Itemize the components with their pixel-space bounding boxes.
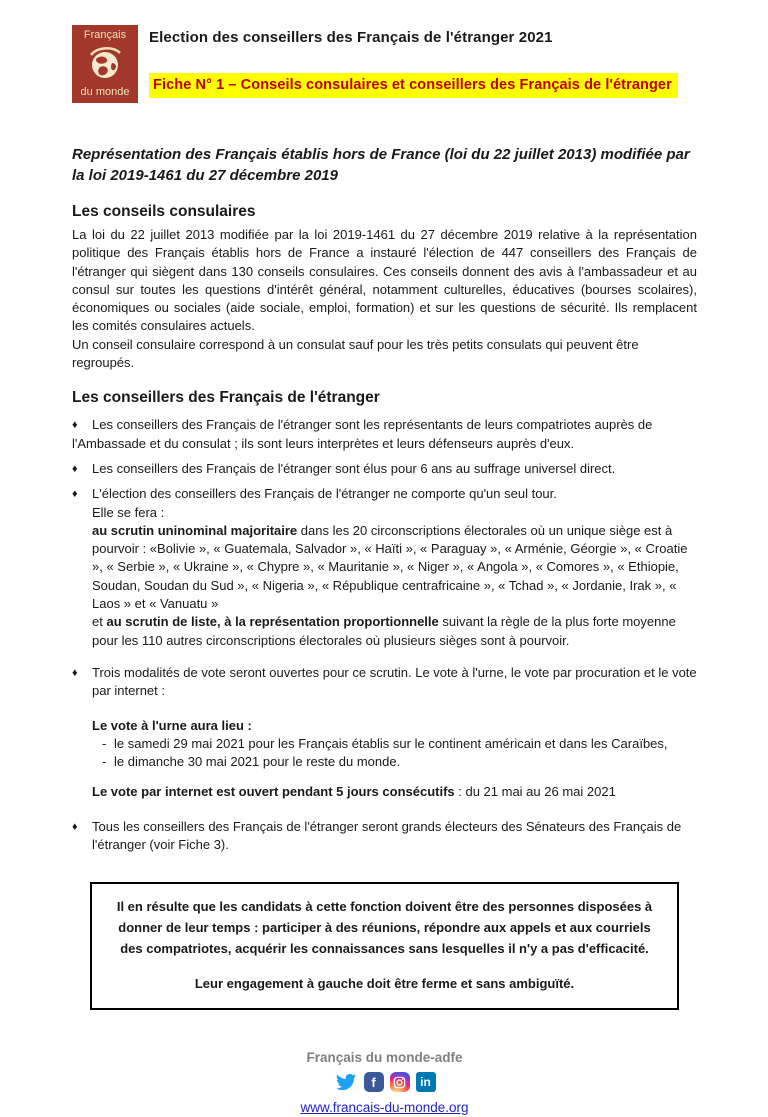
twitter-icon[interactable] [334, 1072, 358, 1092]
diamond-bullet-icon: ♦ [72, 419, 78, 432]
internet-vote-line [92, 783, 697, 801]
bullet-text: Trois modalités de vote seront ouvertes pour ce scrutin. Le vote à l'urne, le vote par procuration et le vote par internet : [92, 664, 697, 699]
note-paragraph-2: Leur engagement à gauche doit être ferme et sans ambiguïté. [194, 976, 575, 992]
scrutin-uninominal-bold: au scrutin uninominal majoritaire [92, 522, 298, 538]
note-paragraph-1: Il en résulte que les candidats à cette fonction doivent être des personnes disposées à donner de leur temps : participer à des réunions, répondre aux appels et aux courriels des compatriotes, acquérir les connaissances sans lesquelles il n'y a pas d'efficacité. [116, 899, 653, 957]
website-link[interactable]: www.francais-du-monde.org [300, 1100, 469, 1116]
diamond-bullet-icon: ♦ [72, 666, 78, 679]
section-heading-conseillers: Les conseillers des Français de l'étranger [72, 389, 380, 407]
diamond-bullet-icon: ♦ [72, 462, 78, 475]
scrutin-liste-prefix: et [92, 614, 107, 630]
urne-item-text: le samedi 29 mai 2021 pour les Français établis sur le continent américain et dans les Caraïbes, [114, 735, 668, 751]
social-icons-row [72, 1070, 697, 1094]
diamond-bullet-icon: ♦ [72, 820, 78, 833]
bullet-item-un-seul-tour [72, 485, 697, 503]
scrutin-liste-paragraph [92, 613, 697, 650]
diamond-bullet-icon: ♦ [72, 488, 78, 501]
law-subtitle: Représentation des Français établis hors de France (loi du 22 juillet 2013) modifiée par la loi 2019-1461 du 27 décembre 2019 [72, 146, 690, 184]
organization-name: Français du monde-adfe [306, 1050, 463, 1066]
internet-vote-bold: Le vote par internet est ouvert pendant 5 jours consécutifs [92, 784, 455, 800]
urne-item-text: le dimanche 30 mai 2021 pour le reste du monde. [114, 754, 401, 770]
dash-bullet: - [102, 754, 107, 770]
instagram-icon[interactable] [390, 1072, 410, 1092]
linkedin-icon[interactable]: in [416, 1072, 436, 1092]
logo-text-top: Français [83, 29, 127, 41]
logo-text-bottom: du monde [80, 86, 130, 98]
bullet-item-elus-6-ans [72, 460, 697, 478]
globe-icon [87, 45, 123, 84]
scrutin-liste-rest: suivant la règle de la plus forte moyenne pour les 110 autres circonscriptions électorales où plusieurs sièges sont à pourvoir. [92, 614, 676, 648]
document-title: Election des conseillers des Français de l'étranger 2021 [149, 29, 553, 46]
header-titles [149, 25, 697, 98]
bullet-text: Les conseillers des Français de l'étranger sont élus pour 6 ans au suffrage universel direct. [92, 460, 616, 476]
document-footer [72, 1050, 697, 1117]
bullet-text: Les conseillers des Français de l'étranger sont les représentants de leurs compatriotes auprès de l'Ambassade et du consulat ; ils sont leurs interprètes et leurs défenseurs auprès d'eux. [72, 417, 653, 451]
candidates-note-box [90, 882, 679, 1010]
conseils-paragraph: La loi du 22 juillet 2013 modifiée par la loi 2019-1461 du 27 décembre 2019 relative à la représentation politique des Français établis hors de France a instauré l'élection de 447 conseillers des Français de l'étranger qui siègent dans 130 conseils consulaires. Ces conseils donnent des avis à l'ambassadeur et au consul sur toutes les questions d'intérêt général, notamment culturelles, éducatives (bourses scolaires), économiques ou sociales (aide sociale, emploi, formation) et sur les questions de sécurité. Ils remplacent les comités consulaires actuels. [72, 227, 697, 334]
fiche-heading: Fiche N° 1 – Conseils consulaires et conseillers des Français de l'étranger [149, 73, 678, 98]
bullet-list [72, 416, 697, 854]
section-heading-conseils: Les conseils consulaires [72, 203, 256, 220]
urne-item-29-mai [102, 735, 697, 753]
scrutin-liste-bold: au scrutin de liste, à la représentation proportionnelle [106, 614, 439, 630]
bullet-item-grands-electeurs [72, 818, 697, 855]
bullet-text: Tous les conseillers des Français de l'étranger seront grands électeurs des Sénateurs des Français de l'étranger (voir Fiche 3). [92, 818, 682, 853]
bullet-text: L'élection des conseillers des Français de l'étranger ne comporte qu'un seul tour. [92, 486, 557, 502]
dash-bullet: - [102, 735, 107, 751]
elle-se-fera-line: Elle se fera : [92, 504, 165, 520]
conseils-paragraph-2: Un conseil consulaire correspond à un consulat sauf pour les très petits consulats qui peuvent être regroupés. [72, 336, 639, 371]
scrutin-uninominal-paragraph [92, 522, 697, 613]
scrutin-uninominal-rest: dans les 20 circonscriptions électorales où un unique siège est à pourvoir : «Bolivie », « Guatemala, Salvador », « Haïti », « Paraguay », « Arménie, Géorgie », « Croatie », « Serbie », « Ukraine », « Chypre », « Mauritanie », « Niger », « Angola », « Comores », « Ethiopie, Soudan, Soudan du Sud », « Nigeria », « République centrafricaine », « Tchad », « Jordanie, Irak », « Laos » et « Vanuatu » [92, 522, 688, 612]
bullet-item-modalites-vote [72, 664, 697, 701]
document-header [72, 25, 697, 103]
urne-item-30-mai [102, 753, 697, 771]
urne-heading: Le vote à l'urne aura lieu : [92, 717, 252, 733]
internet-vote-rest: : du 21 mai au 26 mai 2021 [454, 784, 616, 800]
bullet-item-representants [72, 416, 697, 453]
facebook-icon[interactable]: f [364, 1072, 384, 1092]
francais-du-monde-logo [72, 25, 138, 103]
